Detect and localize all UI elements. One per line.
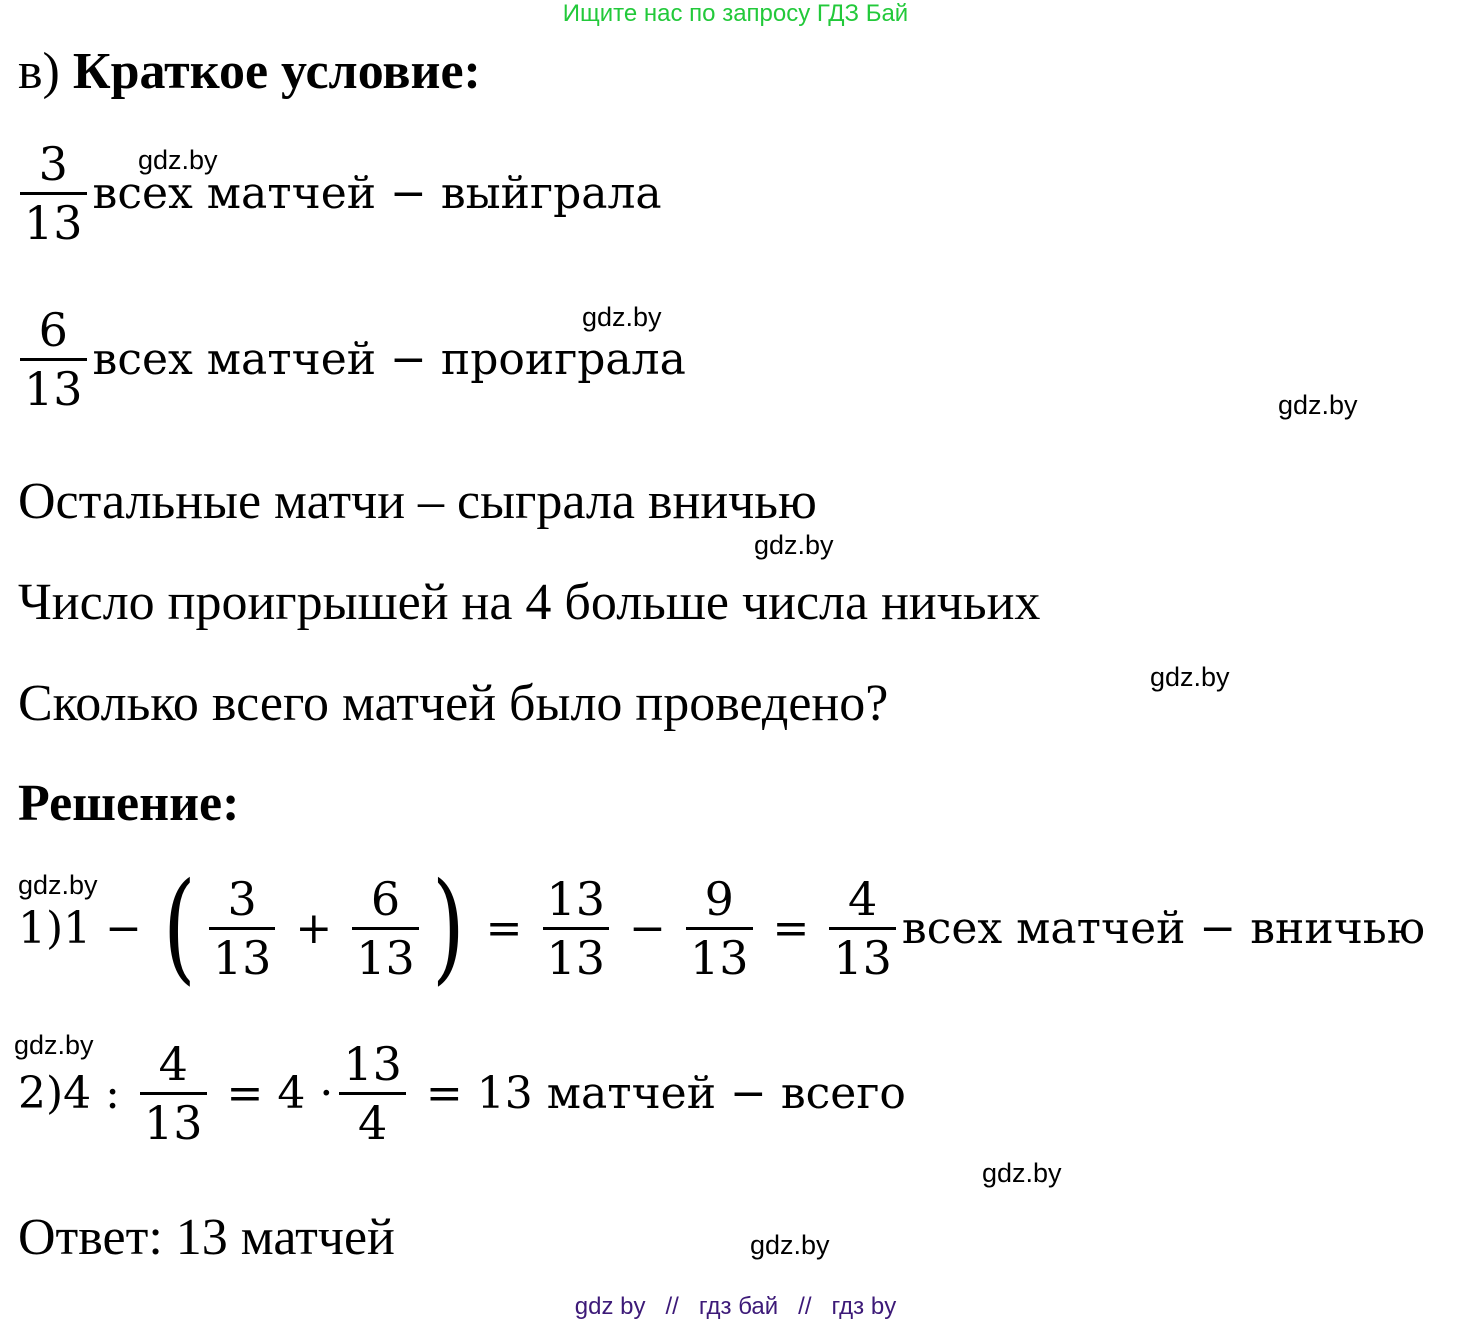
step-label: 1)1	[18, 902, 92, 954]
footer-separator: //	[665, 1293, 679, 1320]
paren: (	[163, 858, 196, 997]
watermark: gdz.by	[982, 1158, 1062, 1188]
operator: =	[485, 902, 523, 954]
solution-heading: Решение:	[18, 775, 240, 832]
watermark: gdz.by	[582, 302, 662, 332]
operator: =	[425, 1068, 463, 1119]
watermark: gdz.by	[754, 530, 834, 560]
watermark: gdz.by	[750, 1230, 830, 1260]
operator: +	[295, 902, 333, 954]
condition-line-won	[14, 136, 662, 251]
step-text: 13 матчей − всего	[476, 1068, 906, 1119]
fraction: $\frac{3}{13}$	[20, 136, 87, 251]
condition-line-draw: Остальные матчи – сыграла вничью	[18, 473, 817, 530]
watermark: gdz.by	[138, 145, 218, 175]
title-prefix: в)	[18, 43, 60, 100]
solution-step-1	[18, 858, 1426, 997]
condition-text: всех матчей − выйграла	[92, 168, 662, 219]
watermark: gdz.by	[1150, 662, 1230, 692]
fraction: $\frac{3}{13}$	[209, 871, 276, 986]
step-mid: 4 ·	[277, 1068, 334, 1119]
step-label: 2)4	[18, 1068, 92, 1119]
fraction: $\frac{4}{13}$	[140, 1036, 207, 1151]
fraction: $\frac{4}{13}$	[829, 871, 896, 986]
step-text: всех матчей − вничью	[901, 902, 1426, 954]
fraction: $\frac{13}{13}$	[543, 871, 610, 986]
operator: −	[629, 902, 666, 954]
title-bold: Краткое условие:	[72, 43, 481, 100]
search-hint-banner: Ищите нас по запросу ГДЗ Бай	[562, 0, 909, 27]
operator: =	[226, 1068, 264, 1119]
operator: =	[772, 902, 810, 954]
solution-step-2	[18, 1036, 906, 1151]
operator: :	[105, 1068, 120, 1119]
watermark: gdz.by	[14, 1030, 94, 1060]
footer-separator: //	[798, 1293, 812, 1320]
watermark: gdz.by	[1278, 390, 1358, 420]
footer-link[interactable]: гдз by	[831, 1293, 897, 1320]
watermark: gdz.by	[18, 870, 98, 900]
paren: )	[431, 858, 465, 997]
fraction: $\frac{6}{13}$	[20, 302, 87, 417]
condition-text: всех матчей − проиграла	[92, 334, 686, 385]
section-title	[18, 42, 481, 102]
footer-link[interactable]: гдз бай	[698, 1293, 779, 1320]
answer: Ответ: 13 матчей	[18, 1209, 395, 1266]
operator: −	[105, 902, 143, 954]
footer-links	[0, 1292, 1471, 1322]
footer-link[interactable]: gdz by	[574, 1293, 646, 1320]
fraction: $\frac{6}{13}$	[352, 871, 419, 986]
fraction: $\frac{13}{4}$	[339, 1036, 406, 1151]
condition-line-difference: Число проигрышей на 4 больше числа ничьих	[18, 574, 1041, 631]
condition-question: Сколько всего матчей было проведено?	[18, 675, 889, 732]
fraction: $\frac{9}{13}$	[686, 871, 753, 986]
